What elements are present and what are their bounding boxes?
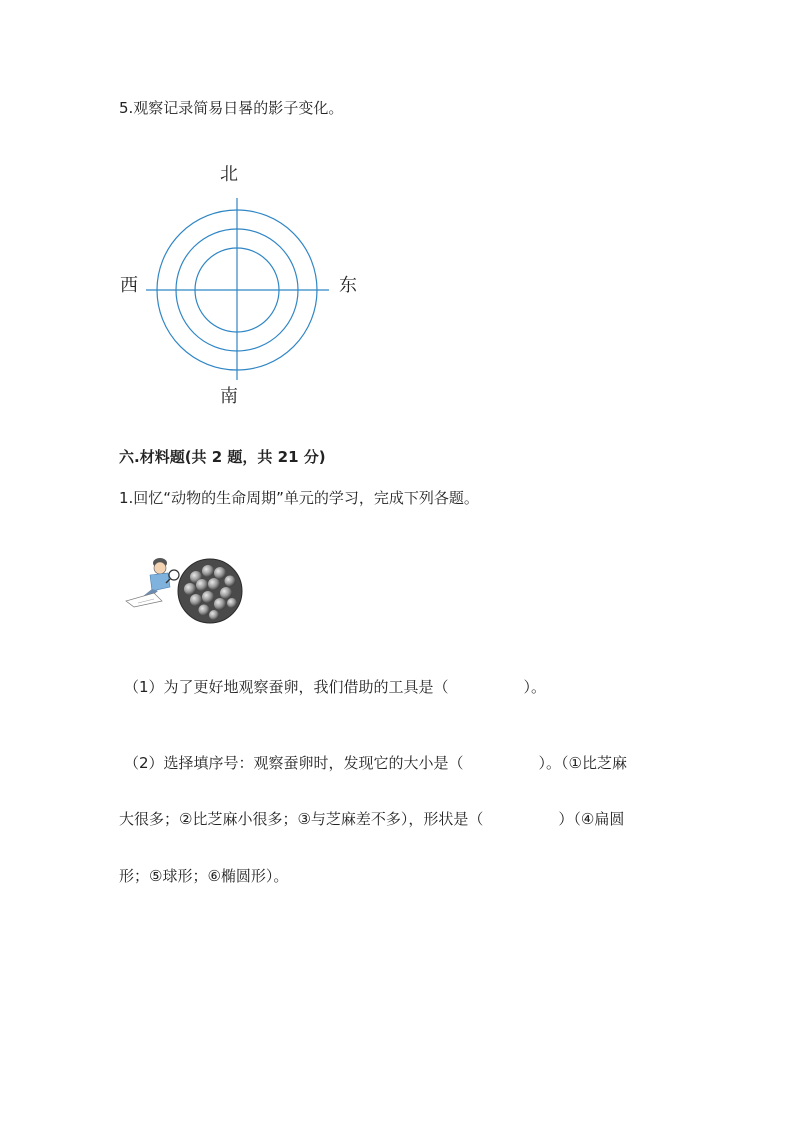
question-1-sub-1: （1）为了更好地观察蚕卵，我们借助的工具是（ ）。: [124, 678, 547, 696]
eggs-magnified-view: [178, 559, 242, 623]
question-1-sub-2-line-2: 大很多；②比芝麻小很多；③与芝麻差不多），形状是（ ）（④扁圆: [119, 810, 625, 828]
direction-west-label: 西: [120, 275, 138, 296]
sundial-compass-diagram: [140, 190, 340, 380]
section-6-title: 六.材料题(共 2 题，共 21 分): [119, 448, 326, 466]
child-figure: [126, 558, 179, 607]
notebook: [126, 593, 162, 607]
magnifier-icon: [169, 570, 179, 580]
direction-north-label: 北: [220, 164, 238, 185]
question-5-text: 5.观察记录简易日晷的影子变化。: [119, 99, 344, 117]
question-1-sub-2-line-3: 形；⑤球形；⑥椭圆形）。: [119, 867, 289, 885]
question-1-sub-2-line-1: （2）选择填序号：观察蚕卵时，发现它的大小是（ ）。（①比芝麻: [124, 754, 627, 772]
child-face: [154, 562, 166, 574]
question-1-text: 1.回忆“动物的生命周期”单元的学习，完成下列各题。: [119, 489, 479, 507]
silkworm-eggs-illustration: [124, 553, 244, 625]
direction-south-label: 南: [220, 386, 238, 407]
direction-east-label: 东: [339, 275, 357, 296]
